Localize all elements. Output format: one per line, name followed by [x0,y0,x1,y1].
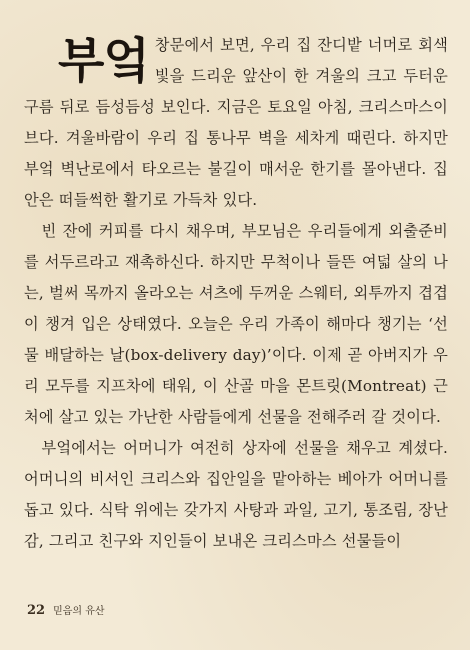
drop-cap: 부엌 [58,33,149,89]
page-footer [27,602,105,618]
paragraph-1 [24,30,448,216]
running-book-title: 믿음의 유산 [53,606,105,617]
page-number: 22 [27,603,46,618]
paragraph-3: 부엌에서는 어머니가 여전히 상자에 선물을 채우고 계셨다. 어머니의 비서인 크리스와 집안일을 맡아하는 베아가 어머니를 돕고 있다. 식탁 위에는 갖가지 사탕과 과일, 고기, 통조림, 장난감, 그리고 친구와 지인들이 보내온 크리스마스 선물들이 [24,439,448,550]
paragraph-1-text: 창문에서 보면, 우리 집 잔디밭 너머로 회색빛을 드리운 앞산이 한 겨울의 크고 두터운 구름 뒤로 듬성듬성 보인다. 지금은 토요일 아침, 크리스마스이브다. 겨울바람이 우리 집 통나무 벽을 세차게 때린다. 하지만 부엌 벽난로에서 타오르는 불길이 매서운 한기를 몰아낸다. 집 안은 떠들썩한 활기로 가득차 있다. [24,36,448,209]
paragraph-2: 빈 잔에 커피를 다시 채우며, 부모님은 우리들에게 외출준비를 서두르라고 재촉하신다. 하지만 무척이나 들뜬 여덟 살의 나는, 벌써 목까지 올라오는 셔츠에 두꺼운 스웨터, 외투까지 겹겹이 챙겨 입은 상태였다. 오늘은 우리 가족이 해마다 챙기는 ‘선물 배달하는 날(box-delivery day)’이다. 이제 곧 아버지가 우리 모두를 지프차에 태워, 이 산골 마을 몬트릿(Montreat) 근처에 살고 있는 가난한 사람들에게 선물을 전해주러 갈 것이다. [24,222,448,426]
body-text [24,30,448,557]
